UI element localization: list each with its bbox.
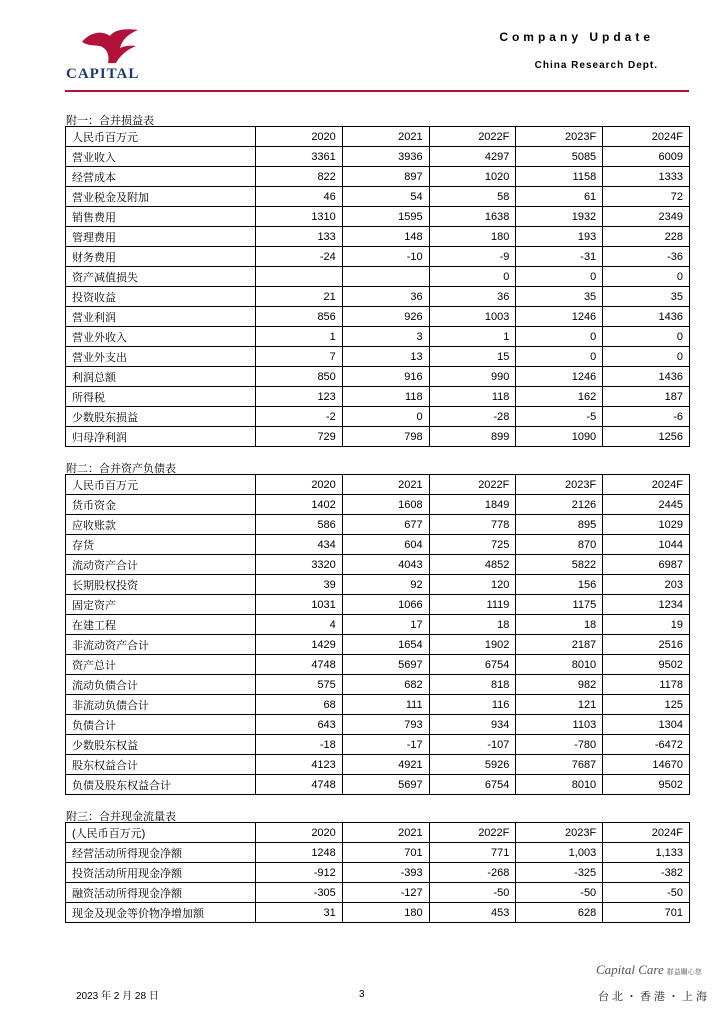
row-label-cell: 长期股权投资 <box>66 575 256 595</box>
value-cell: 58 <box>429 187 516 207</box>
value-cell: 118 <box>342 387 429 407</box>
value-cell: 1256 <box>603 427 690 447</box>
table-row <box>66 495 690 515</box>
table-row <box>66 535 690 555</box>
cash-flow-table <box>65 822 690 923</box>
value-cell: 121 <box>516 695 603 715</box>
value-cell: 586 <box>256 515 343 535</box>
value-cell: 19 <box>603 615 690 635</box>
value-cell: 1175 <box>516 595 603 615</box>
report-type-title: Company Update <box>499 30 654 44</box>
value-cell: 1,133 <box>603 843 690 863</box>
value-cell: -36 <box>603 247 690 267</box>
value-cell: 1849 <box>429 495 516 515</box>
balance-sheet-table <box>65 474 690 795</box>
value-cell: 729 <box>256 427 343 447</box>
value-cell: 4297 <box>429 147 516 167</box>
value-cell: 116 <box>429 695 516 715</box>
row-label-cell: 资产总计 <box>66 655 256 675</box>
value-cell: -382 <box>603 863 690 883</box>
value-cell: 162 <box>516 387 603 407</box>
row-label-cell: 非流动负债合计 <box>66 695 256 715</box>
year-header-cell: 2023F <box>516 823 603 843</box>
row-label-cell: 财务费用 <box>66 247 256 267</box>
row-label-cell: 营业利润 <box>66 307 256 327</box>
brand-name: Capital Care <box>596 962 664 977</box>
table-row <box>66 555 690 575</box>
row-label-cell: 应收账款 <box>66 515 256 535</box>
year-header-cell: 2020 <box>256 127 343 147</box>
year-header-cell: 2022F <box>429 475 516 495</box>
value-cell: -268 <box>429 863 516 883</box>
value-cell: -50 <box>429 883 516 903</box>
value-cell: 2126 <box>516 495 603 515</box>
value-cell: -17 <box>342 735 429 755</box>
row-label-cell: 投资收益 <box>66 287 256 307</box>
value-cell: 682 <box>342 675 429 695</box>
table-row <box>66 427 690 447</box>
value-cell: 3936 <box>342 147 429 167</box>
value-cell: 0 <box>603 267 690 287</box>
value-cell: 13 <box>342 347 429 367</box>
table-row <box>66 387 690 407</box>
logo-text: CAPITAL <box>66 66 140 82</box>
value-cell: 453 <box>429 903 516 923</box>
year-header-cell: 2022F <box>429 823 516 843</box>
value-cell: 36 <box>429 287 516 307</box>
value-cell: 3 <box>342 327 429 347</box>
row-label-cell: 负债及股东权益合计 <box>66 775 256 795</box>
value-cell: 18 <box>429 615 516 635</box>
value-cell: 4 <box>256 615 343 635</box>
year-header-cell: 2024F <box>603 127 690 147</box>
value-cell: 1638 <box>429 207 516 227</box>
value-cell: 54 <box>342 187 429 207</box>
row-label-cell: 投资活动所用现金净额 <box>66 863 256 883</box>
value-cell: 193 <box>516 227 603 247</box>
row-label-cell: 负债合计 <box>66 715 256 735</box>
value-cell: 4123 <box>256 755 343 775</box>
value-cell: -24 <box>256 247 343 267</box>
year-header-cell: 2020 <box>256 475 343 495</box>
value-cell: 6754 <box>429 775 516 795</box>
year-header-cell: 2023F <box>516 475 603 495</box>
brand-slogan: 群益關心您 <box>666 968 702 976</box>
row-label-cell: 管理费用 <box>66 227 256 247</box>
row-label-cell: 非流动资产合计 <box>66 635 256 655</box>
value-cell: 1178 <box>603 675 690 695</box>
row-label-cell: 流动负债合计 <box>66 675 256 695</box>
value-cell: -5 <box>516 407 603 427</box>
table-row <box>66 695 690 715</box>
value-cell: 990 <box>429 367 516 387</box>
value-cell: 1234 <box>603 595 690 615</box>
value-cell: -305 <box>256 883 343 903</box>
year-header-cell: 2021 <box>342 823 429 843</box>
year-header-cell: 2023F <box>516 127 603 147</box>
value-cell: 1029 <box>603 515 690 535</box>
table-row <box>66 863 690 883</box>
row-label-cell: 存货 <box>66 535 256 555</box>
table-row <box>66 287 690 307</box>
value-cell: 1654 <box>342 635 429 655</box>
table-row <box>66 207 690 227</box>
table-row <box>66 327 690 347</box>
table-row <box>66 267 690 287</box>
value-cell: 31 <box>256 903 343 923</box>
value-cell: 3361 <box>256 147 343 167</box>
value-cell: 187 <box>603 387 690 407</box>
value-cell: 18 <box>516 615 603 635</box>
value-cell: 798 <box>342 427 429 447</box>
table-row <box>66 675 690 695</box>
value-cell: 1248 <box>256 843 343 863</box>
value-cell: -393 <box>342 863 429 883</box>
table-header-row <box>66 127 690 147</box>
capital-care-brand <box>596 962 702 978</box>
value-cell: 228 <box>603 227 690 247</box>
value-cell: 180 <box>429 227 516 247</box>
table-row <box>66 515 690 535</box>
value-cell: 180 <box>342 903 429 923</box>
table-row <box>66 715 690 735</box>
table-row <box>66 187 690 207</box>
value-cell: 123 <box>256 387 343 407</box>
value-cell: -10 <box>342 247 429 267</box>
table-row <box>66 307 690 327</box>
value-cell: 4921 <box>342 755 429 775</box>
value-cell: 5697 <box>342 775 429 795</box>
header-divider <box>65 90 689 92</box>
table-row <box>66 655 690 675</box>
row-label-cell: 货币资金 <box>66 495 256 515</box>
value-cell: 897 <box>342 167 429 187</box>
row-label-cell: 所得税 <box>66 387 256 407</box>
row-label-cell: 营业税金及附加 <box>66 187 256 207</box>
income-statement-title: 附一：合并损益表 <box>66 115 154 127</box>
value-cell: 818 <box>429 675 516 695</box>
value-cell: 701 <box>603 903 690 923</box>
table-row <box>66 595 690 615</box>
value-cell: 6009 <box>603 147 690 167</box>
table-row <box>66 903 690 923</box>
row-label-cell: 固定资产 <box>66 595 256 615</box>
value-cell: 1066 <box>342 595 429 615</box>
row-label-cell: 流动资产合计 <box>66 555 256 575</box>
value-cell <box>256 267 343 287</box>
value-cell: 2187 <box>516 635 603 655</box>
table-row <box>66 575 690 595</box>
value-cell: 856 <box>256 307 343 327</box>
unit-header-cell: 人民币百万元 <box>66 127 256 147</box>
value-cell: 1090 <box>516 427 603 447</box>
value-cell: 1,003 <box>516 843 603 863</box>
value-cell: -127 <box>342 883 429 903</box>
value-cell: 125 <box>603 695 690 715</box>
table-row <box>66 755 690 775</box>
row-label-cell: 在建工程 <box>66 615 256 635</box>
year-header-cell: 2020 <box>256 823 343 843</box>
value-cell <box>342 267 429 287</box>
value-cell: 604 <box>342 535 429 555</box>
company-logo <box>66 28 156 82</box>
value-cell: 203 <box>603 575 690 595</box>
row-label-cell: 少数股东权益 <box>66 735 256 755</box>
table-row <box>66 843 690 863</box>
table-row <box>66 247 690 267</box>
value-cell: 1402 <box>256 495 343 515</box>
value-cell: 9502 <box>603 775 690 795</box>
row-label-cell: 销售费用 <box>66 207 256 227</box>
value-cell: 1932 <box>516 207 603 227</box>
value-cell: 21 <box>256 287 343 307</box>
value-cell: 2516 <box>603 635 690 655</box>
value-cell: 4748 <box>256 655 343 675</box>
value-cell: 822 <box>256 167 343 187</box>
value-cell: 9502 <box>603 655 690 675</box>
value-cell: 0 <box>516 347 603 367</box>
value-cell: -2 <box>256 407 343 427</box>
value-cell: 0 <box>516 327 603 347</box>
value-cell: 1436 <box>603 307 690 327</box>
value-cell: -107 <box>429 735 516 755</box>
value-cell: -6472 <box>603 735 690 755</box>
value-cell: 72 <box>603 187 690 207</box>
value-cell: 1333 <box>603 167 690 187</box>
value-cell: 148 <box>342 227 429 247</box>
value-cell: 1031 <box>256 595 343 615</box>
value-cell: 2445 <box>603 495 690 515</box>
row-label-cell: 利润总额 <box>66 367 256 387</box>
page-number: 3 <box>359 989 365 1000</box>
value-cell: 850 <box>256 367 343 387</box>
value-cell: 46 <box>256 187 343 207</box>
table-row <box>66 147 690 167</box>
report-date: 2023 年 2 月 28 日 <box>76 991 159 1002</box>
value-cell: 1003 <box>429 307 516 327</box>
value-cell: 35 <box>603 287 690 307</box>
table-header-row <box>66 475 690 495</box>
value-cell: 778 <box>429 515 516 535</box>
row-label-cell: 少数股东损益 <box>66 407 256 427</box>
value-cell: 916 <box>342 367 429 387</box>
unit-header-cell: (人民币百万元) <box>66 823 256 843</box>
value-cell: 771 <box>429 843 516 863</box>
value-cell: 1 <box>256 327 343 347</box>
value-cell: 1608 <box>342 495 429 515</box>
value-cell: 1310 <box>256 207 343 227</box>
value-cell: 17 <box>342 615 429 635</box>
value-cell: 1436 <box>603 367 690 387</box>
row-label-cell: 经营活动所得现金净额 <box>66 843 256 863</box>
value-cell: 895 <box>516 515 603 535</box>
office-cities: 台北・香港・上海 <box>598 991 710 1003</box>
value-cell: 1902 <box>429 635 516 655</box>
table-row <box>66 883 690 903</box>
phoenix-logo-icon <box>80 28 140 64</box>
value-cell: -6 <box>603 407 690 427</box>
year-header-cell: 2024F <box>603 475 690 495</box>
value-cell: 61 <box>516 187 603 207</box>
value-cell: 0 <box>429 267 516 287</box>
value-cell: -9 <box>429 247 516 267</box>
value-cell: 725 <box>429 535 516 555</box>
value-cell: 677 <box>342 515 429 535</box>
year-header-cell: 2021 <box>342 475 429 495</box>
table-row <box>66 407 690 427</box>
value-cell: 0 <box>603 347 690 367</box>
value-cell: 15 <box>429 347 516 367</box>
value-cell: 1119 <box>429 595 516 615</box>
value-cell: 1595 <box>342 207 429 227</box>
value-cell: 982 <box>516 675 603 695</box>
value-cell: 5085 <box>516 147 603 167</box>
value-cell: -31 <box>516 247 603 267</box>
table-row <box>66 735 690 755</box>
value-cell: 1020 <box>429 167 516 187</box>
value-cell: 0 <box>516 267 603 287</box>
table-row <box>66 367 690 387</box>
value-cell: 1304 <box>603 715 690 735</box>
unit-header-cell: 人民币百万元 <box>66 475 256 495</box>
table-row <box>66 167 690 187</box>
value-cell: 7 <box>256 347 343 367</box>
value-cell: 111 <box>342 695 429 715</box>
row-label-cell: 归母净利润 <box>66 427 256 447</box>
value-cell: 1246 <box>516 307 603 327</box>
value-cell: 628 <box>516 903 603 923</box>
value-cell: -28 <box>429 407 516 427</box>
value-cell: -325 <box>516 863 603 883</box>
value-cell: 934 <box>429 715 516 735</box>
value-cell: 1103 <box>516 715 603 735</box>
table-header-row <box>66 823 690 843</box>
value-cell: 39 <box>256 575 343 595</box>
table-row <box>66 347 690 367</box>
row-label-cell: 营业收入 <box>66 147 256 167</box>
value-cell: 118 <box>429 387 516 407</box>
value-cell: 35 <box>516 287 603 307</box>
year-header-cell: 2021 <box>342 127 429 147</box>
value-cell: -912 <box>256 863 343 883</box>
row-label-cell: 融资活动所得现金净额 <box>66 883 256 903</box>
value-cell: 1429 <box>256 635 343 655</box>
balance-sheet-title: 附二：合并资产负债表 <box>66 463 176 475</box>
value-cell: -50 <box>516 883 603 903</box>
value-cell: 133 <box>256 227 343 247</box>
table-row <box>66 775 690 795</box>
value-cell: 793 <box>342 715 429 735</box>
table-row <box>66 227 690 247</box>
value-cell: 1246 <box>516 367 603 387</box>
value-cell: 7687 <box>516 755 603 775</box>
value-cell: 92 <box>342 575 429 595</box>
row-label-cell: 股东权益合计 <box>66 755 256 775</box>
row-label-cell: 经营成本 <box>66 167 256 187</box>
value-cell: 120 <box>429 575 516 595</box>
row-label-cell: 现金及现金等价物净增加额 <box>66 903 256 923</box>
value-cell: 5926 <box>429 755 516 775</box>
value-cell: 899 <box>429 427 516 447</box>
value-cell: 1158 <box>516 167 603 187</box>
value-cell: 156 <box>516 575 603 595</box>
value-cell: 434 <box>256 535 343 555</box>
value-cell: 870 <box>516 535 603 555</box>
value-cell: 2349 <box>603 207 690 227</box>
value-cell: 6754 <box>429 655 516 675</box>
value-cell: 1044 <box>603 535 690 555</box>
income-statement-table <box>65 126 690 447</box>
value-cell: 14670 <box>603 755 690 775</box>
department-subtitle: China Research Dept. <box>534 60 658 71</box>
year-header-cell: 2022F <box>429 127 516 147</box>
row-label-cell: 营业外收入 <box>66 327 256 347</box>
value-cell: 701 <box>342 843 429 863</box>
value-cell: 8010 <box>516 655 603 675</box>
value-cell: 8010 <box>516 775 603 795</box>
value-cell: 4748 <box>256 775 343 795</box>
value-cell: 1 <box>429 327 516 347</box>
cash-flow-title: 附三：合并现金流量表 <box>66 811 176 823</box>
table-row <box>66 615 690 635</box>
value-cell: 5822 <box>516 555 603 575</box>
table-row <box>66 635 690 655</box>
value-cell: -50 <box>603 883 690 903</box>
value-cell: 643 <box>256 715 343 735</box>
value-cell: 6987 <box>603 555 690 575</box>
year-header-cell: 2024F <box>603 823 690 843</box>
value-cell: 575 <box>256 675 343 695</box>
value-cell: 5697 <box>342 655 429 675</box>
value-cell: -780 <box>516 735 603 755</box>
row-label-cell: 资产减值损失 <box>66 267 256 287</box>
value-cell: 0 <box>603 327 690 347</box>
value-cell: -18 <box>256 735 343 755</box>
value-cell: 3320 <box>256 555 343 575</box>
value-cell: 68 <box>256 695 343 715</box>
value-cell: 4852 <box>429 555 516 575</box>
value-cell: 4043 <box>342 555 429 575</box>
value-cell: 926 <box>342 307 429 327</box>
row-label-cell: 营业外支出 <box>66 347 256 367</box>
value-cell: 36 <box>342 287 429 307</box>
value-cell: 0 <box>342 407 429 427</box>
